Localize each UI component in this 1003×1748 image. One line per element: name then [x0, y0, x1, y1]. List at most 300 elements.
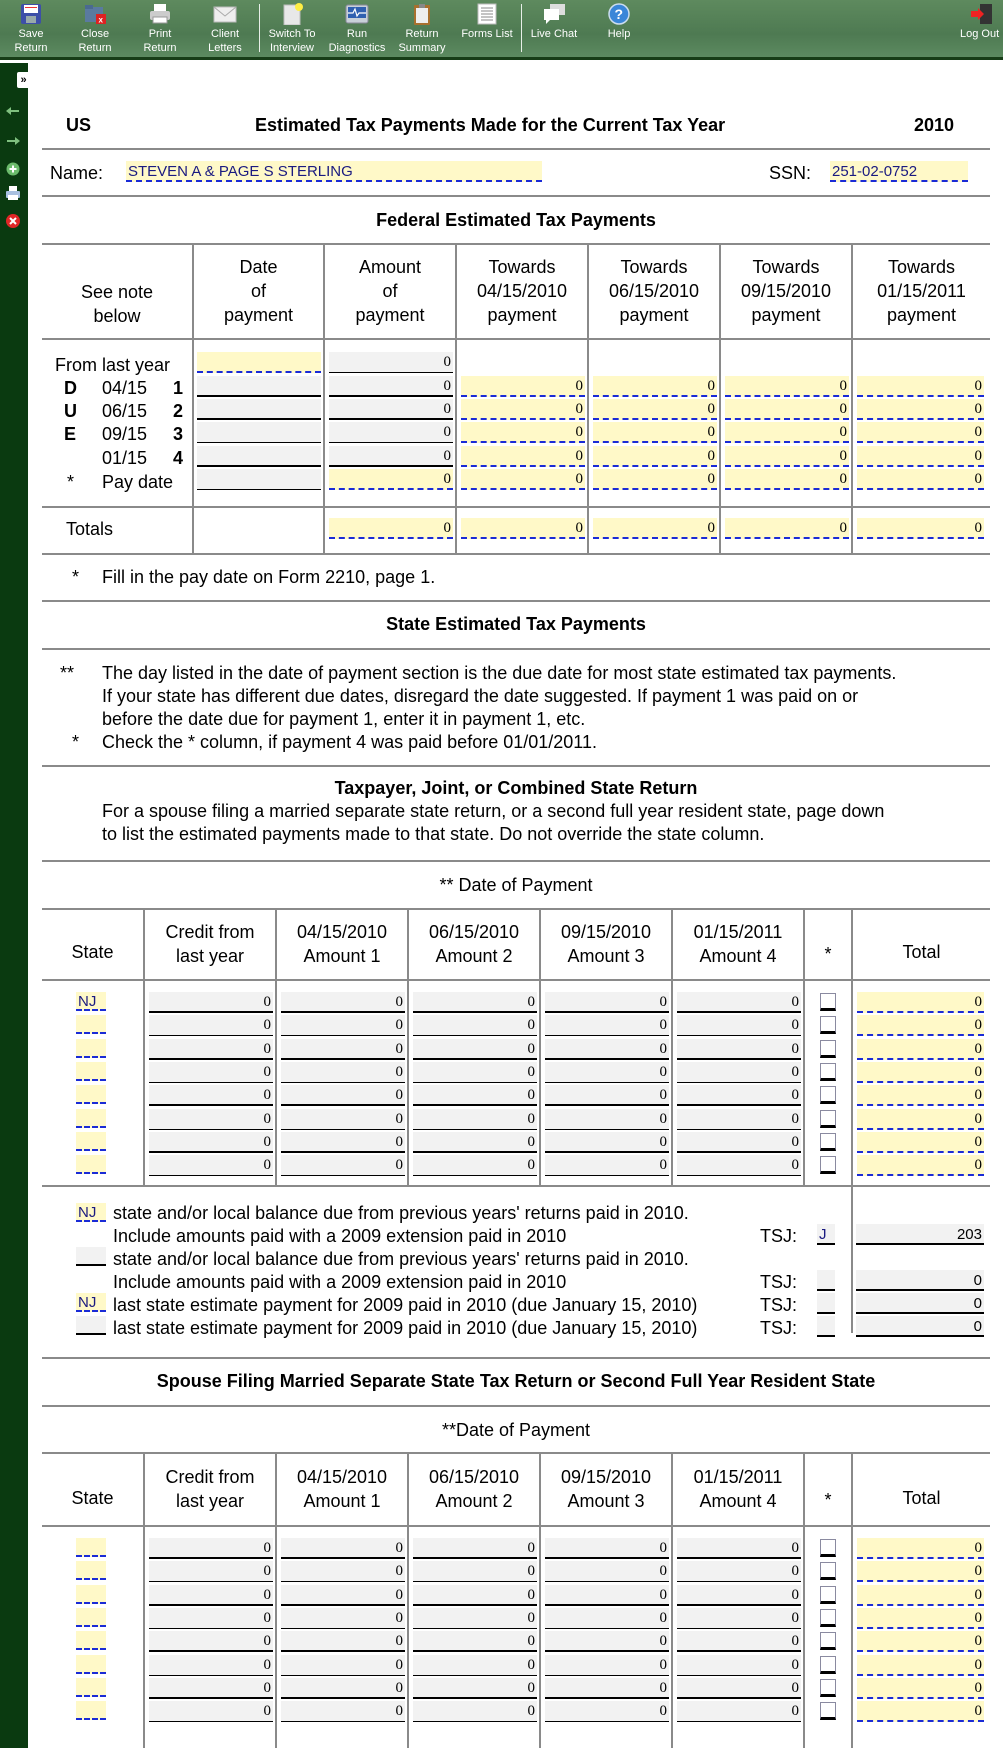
- amount-4-field[interactable]: 0: [677, 1678, 801, 1699]
- header-text: Amount 3: [567, 1491, 645, 1511]
- towards-1-payment-3[interactable]: 0: [461, 422, 585, 443]
- pay-date-field[interactable]: [197, 469, 321, 490]
- header-state: State: [71, 942, 114, 962]
- ssn-field[interactable]: 251-02-0752: [830, 161, 968, 182]
- list-icon: [475, 3, 499, 25]
- paid-before-checkbox[interactable]: [820, 1110, 836, 1128]
- amount-payment-4-field[interactable]: 0: [329, 446, 453, 467]
- amount-1-field[interactable]: 0: [281, 992, 405, 1013]
- amount-1-field[interactable]: 0: [281, 1631, 405, 1652]
- state-code-field[interactable]: [76, 1701, 106, 1720]
- toolbar-separator: [259, 4, 260, 52]
- state-code-field[interactable]: [76, 1132, 106, 1151]
- live-chat-label: Live Chat: [530, 28, 578, 40]
- save-return-button[interactable]: [0, 3, 62, 55]
- paid-before-checkbox[interactable]: [820, 1016, 836, 1034]
- paid-before-checkbox[interactable]: [820, 1562, 836, 1580]
- back-arrow-icon[interactable]: [5, 103, 21, 119]
- amount-3-field[interactable]: 0: [545, 1538, 669, 1559]
- amount-4-field[interactable]: 0: [677, 1655, 801, 1676]
- amount-1-field[interactable]: 0: [281, 1678, 405, 1699]
- header-text: Towards: [488, 257, 556, 277]
- run-diagnostics-button[interactable]: [326, 3, 388, 55]
- amount-4-field[interactable]: 0: [677, 1561, 801, 1582]
- svg-text:?: ?: [614, 6, 624, 22]
- amount-3-field[interactable]: 0: [545, 1678, 669, 1699]
- print-return-button[interactable]: [129, 3, 191, 55]
- credit-from-last-year-field[interactable]: 0: [149, 1678, 273, 1699]
- balance-state-3[interactable]: NJ: [76, 1293, 106, 1312]
- amount-2-field[interactable]: 0: [413, 1109, 537, 1130]
- amount-3-field[interactable]: 0: [545, 1655, 669, 1676]
- amount-2-field[interactable]: 0: [413, 1678, 537, 1699]
- tsj-field-2[interactable]: [817, 1270, 835, 1291]
- header-text: payment: [223, 305, 294, 325]
- tsj-label-3: TSJ:: [760, 1295, 798, 1315]
- run-diagnostics-label: Run: [346, 28, 368, 40]
- amount-payment-3-field[interactable]: 0: [329, 422, 453, 443]
- towards-3-payment-2[interactable]: 0: [725, 399, 849, 420]
- amount-2-field[interactable]: 0: [413, 1701, 537, 1722]
- credit-from-last-year-field[interactable]: 0: [149, 1585, 273, 1606]
- header-text: payment: [619, 305, 689, 325]
- header-text: 09/15/2010: [560, 922, 652, 942]
- switch-to-interview-button[interactable]: [261, 3, 323, 55]
- spouse-header-total: Total: [902, 1488, 941, 1508]
- amount-4-field[interactable]: 0: [677, 1085, 801, 1106]
- state-code-field[interactable]: [76, 1561, 106, 1580]
- header-text: Amount 4: [699, 1491, 777, 1511]
- amount-4-field[interactable]: 0: [677, 1538, 801, 1559]
- tsj-field-1[interactable]: J: [817, 1224, 835, 1245]
- tsj-label-4: TSJ:: [760, 1318, 798, 1338]
- amount-3-field[interactable]: 0: [545, 1585, 669, 1606]
- state-note-check: Check the * column, if payment 4 was paid before 01/01/2011.: [102, 732, 597, 752]
- log-out-label: Log Out: [960, 28, 1000, 40]
- payment-number-3: 3: [173, 424, 184, 444]
- tsj-field-4[interactable]: [817, 1316, 835, 1337]
- paid-before-checkbox[interactable]: [820, 1679, 836, 1697]
- balance-line-4: last state estimate payment for 2009 paid in 2010 (due January 15, 2010): [113, 1318, 698, 1338]
- ssn-label: SSN:: [769, 163, 812, 183]
- due-letter-d: D: [64, 378, 77, 398]
- towards-2-payment-3[interactable]: 0: [593, 422, 717, 443]
- total-towards-1: 0: [461, 518, 585, 539]
- paid-before-checkbox[interactable]: [820, 1586, 836, 1604]
- balance-amount-1[interactable]: 203: [856, 1224, 984, 1245]
- balance-state-2[interactable]: [76, 1247, 106, 1266]
- credit-from-last-year-field[interactable]: 0: [149, 1701, 273, 1722]
- payment-number-2: 2: [173, 401, 184, 421]
- balance-state-4[interactable]: [76, 1316, 106, 1335]
- state-code-field[interactable]: [76, 1085, 106, 1104]
- amount-2-field[interactable]: 0: [413, 992, 537, 1013]
- header-text: 01/15/2011: [877, 281, 966, 301]
- amount-4-field[interactable]: 0: [677, 1039, 801, 1060]
- credit-from-last-year-field[interactable]: 0: [149, 1062, 273, 1083]
- row-total: 0: [857, 1561, 984, 1582]
- balance-line-1a: state and/or local balance due from previous years' returns paid in 2010.: [113, 1203, 689, 1223]
- amount-3-field[interactable]: 0: [545, 1631, 669, 1652]
- amount-4-field[interactable]: 0: [677, 1155, 801, 1176]
- balance-line-3: last state estimate payment for 2009 paid in 2010 (due January 15, 2010): [113, 1295, 698, 1315]
- pay-date-amount-field[interactable]: 0: [329, 469, 453, 490]
- towards-3-payment-3[interactable]: 0: [725, 422, 849, 443]
- header-text: 09/15/2010: [560, 1467, 652, 1487]
- forms-list-button[interactable]: [456, 3, 518, 41]
- svg-text:x: x: [98, 15, 103, 25]
- towards-3-payment-4[interactable]: 0: [725, 446, 849, 467]
- date-from-last-year-field[interactable]: [197, 352, 321, 373]
- state-code-field[interactable]: [76, 1631, 106, 1650]
- return-summary-button[interactable]: [391, 3, 453, 55]
- amount-1-field[interactable]: 0: [281, 1109, 405, 1130]
- header-date-of-payment: [194, 255, 323, 327]
- amount-4-field[interactable]: 0: [677, 1701, 801, 1722]
- amount-payment-2-field[interactable]: 0: [329, 399, 453, 420]
- divider: [42, 1185, 990, 1187]
- balance-state-1[interactable]: NJ: [76, 1203, 106, 1222]
- towards-4-pay-date[interactable]: 0: [857, 469, 984, 490]
- towards-1-payment-1[interactable]: 0: [461, 376, 585, 397]
- note-double-asterisk: **: [60, 663, 75, 683]
- amount-3-field[interactable]: 0: [545, 1132, 669, 1153]
- amount-2-field[interactable]: 0: [413, 1608, 537, 1629]
- total-towards-4: 0: [857, 518, 984, 539]
- paid-before-checkbox[interactable]: [820, 1156, 836, 1174]
- logout-door-icon: [970, 3, 994, 25]
- state-code-field[interactable]: [76, 1039, 106, 1058]
- row-total: 0: [857, 1062, 984, 1083]
- header-text: Credit from: [165, 922, 255, 942]
- state-code-field[interactable]: [76, 1655, 106, 1674]
- amount-2-field[interactable]: 0: [413, 1585, 537, 1606]
- divider: [42, 1452, 990, 1454]
- credit-from-last-year-field[interactable]: 0: [149, 1132, 273, 1153]
- switch-to-interview-label: Switch To: [268, 28, 316, 40]
- row-total: 0: [857, 1631, 984, 1652]
- amount-3-field[interactable]: 0: [545, 992, 669, 1013]
- credit-from-last-year-field[interactable]: 0: [149, 1561, 273, 1582]
- spouse-header-credit: [145, 1465, 275, 1513]
- header-text: 09/15/2010: [740, 281, 832, 301]
- divider: [42, 1405, 990, 1407]
- balance-amount-4[interactable]: 0: [856, 1316, 984, 1337]
- jurisdiction-label: US: [66, 115, 92, 135]
- clipboard-icon: [410, 3, 434, 25]
- credit-from-last-year-field[interactable]: 0: [149, 1538, 273, 1559]
- credit-from-last-year-field[interactable]: 0: [149, 1015, 273, 1036]
- row-total: 0: [857, 1155, 984, 1176]
- date-of-payment-label: ** Date of Payment: [439, 875, 593, 895]
- total-towards-3: 0: [725, 518, 849, 539]
- divider: [42, 148, 990, 150]
- column-divider: [851, 908, 853, 1333]
- header-towards-3: [721, 255, 851, 327]
- header-towards-2: [589, 255, 719, 327]
- header-total: Total: [902, 942, 941, 962]
- run-diagnostics-label-2: Diagnostics: [328, 42, 386, 54]
- amount-4-field[interactable]: 0: [677, 1132, 801, 1153]
- amount-3-field[interactable]: 0: [545, 1561, 669, 1582]
- state-note-line-1: The day listed in the date of payment section is the due date for most state estimated tax payments.: [102, 663, 897, 683]
- row-label-0415: 04/15: [102, 378, 148, 398]
- expand-panel-button[interactable]: »: [17, 72, 30, 88]
- amount-2-field[interactable]: 0: [413, 1561, 537, 1582]
- balance-line-1b: Include amounts paid with a 2009 extension paid in 2010: [113, 1226, 567, 1246]
- amount-1-field[interactable]: 0: [281, 1538, 405, 1559]
- amount-from-last-year-field[interactable]: 0: [329, 352, 453, 373]
- towards-3-pay-date[interactable]: 0: [725, 469, 849, 490]
- amount-payment-1-field[interactable]: 0: [329, 376, 453, 397]
- date-payment-1-field[interactable]: [197, 376, 321, 397]
- amount-3-field[interactable]: 0: [545, 1085, 669, 1106]
- client-letters-button[interactable]: [194, 3, 256, 55]
- taxpayer-section-title: Taxpayer, Joint, or Combined State Return: [334, 778, 698, 798]
- switch-to-interview-label-2: Interview: [269, 42, 315, 54]
- envelope-icon: [213, 3, 237, 25]
- federal-section-title: Federal Estimated Tax Payments: [376, 210, 656, 230]
- paid-before-checkbox[interactable]: [820, 1702, 836, 1720]
- amount-3-field[interactable]: 0: [545, 1109, 669, 1130]
- amount-3-field[interactable]: 0: [545, 1039, 669, 1060]
- diagnostics-monitor-icon: [345, 3, 369, 25]
- credit-from-last-year-field[interactable]: 0: [149, 1155, 273, 1176]
- form-title: Estimated Tax Payments Made for the Current Tax Year: [255, 115, 726, 135]
- header-text: 04/15/2010: [476, 281, 568, 301]
- amount-3-field[interactable]: 0: [545, 1015, 669, 1036]
- header-text: last year: [175, 946, 245, 966]
- amount-2-field[interactable]: 0: [413, 1155, 537, 1176]
- balance-amount-2[interactable]: 0: [856, 1270, 984, 1291]
- help-button[interactable]: [588, 3, 650, 41]
- amount-2-field[interactable]: 0: [413, 1085, 537, 1106]
- due-letter-e: E: [64, 424, 77, 444]
- spouse-header-amount-4: [673, 1465, 803, 1513]
- amount-3-field[interactable]: 0: [545, 1701, 669, 1722]
- date-payment-3-field[interactable]: [197, 422, 321, 443]
- divider: [42, 979, 990, 981]
- amount-1-field[interactable]: 0: [281, 1585, 405, 1606]
- state-code-field[interactable]: [76, 1062, 106, 1081]
- amount-2-field[interactable]: 0: [413, 1538, 537, 1559]
- amount-1-field[interactable]: 0: [281, 1701, 405, 1722]
- row-label-from-last-year: From last year: [55, 355, 171, 375]
- paid-before-checkbox[interactable]: [820, 1040, 836, 1058]
- amount-4-field[interactable]: 0: [677, 1585, 801, 1606]
- header-text: 06/15/2010: [428, 1467, 520, 1487]
- amount-1-field[interactable]: 0: [281, 1608, 405, 1629]
- amount-1-field[interactable]: 0: [281, 1062, 405, 1083]
- paid-before-checkbox[interactable]: [820, 1133, 836, 1151]
- print-return-label-2: Return: [143, 42, 177, 54]
- credit-from-last-year-field[interactable]: 0: [149, 1655, 273, 1676]
- credit-from-last-year-field[interactable]: 0: [149, 1085, 273, 1106]
- credit-from-last-year-field[interactable]: 0: [149, 992, 273, 1013]
- amount-2-field[interactable]: 0: [413, 1655, 537, 1676]
- forward-arrow-icon[interactable]: [5, 133, 21, 149]
- row-label-0915: 09/15: [102, 424, 148, 444]
- chat-bubbles-icon: [542, 3, 566, 25]
- amount-1-field[interactable]: 0: [281, 1561, 405, 1582]
- amount-2-field[interactable]: 0: [413, 1039, 537, 1060]
- state-code-field[interactable]: [76, 1538, 106, 1557]
- amount-1-field[interactable]: 0: [281, 1655, 405, 1676]
- towards-2-pay-date[interactable]: 0: [593, 469, 717, 490]
- state-section-title: State Estimated Tax Payments: [386, 614, 646, 634]
- towards-2-payment-1[interactable]: 0: [593, 376, 717, 397]
- paid-before-checkbox[interactable]: [820, 1656, 836, 1674]
- header-text: Amount 4: [699, 946, 777, 966]
- amount-4-field[interactable]: 0: [677, 1631, 801, 1652]
- divider: [42, 243, 990, 245]
- printer-icon[interactable]: [5, 185, 21, 201]
- spouse-header-amount-2: [409, 1465, 539, 1513]
- balance-line-2b: Include amounts paid with a 2009 extension paid in 2010: [113, 1272, 567, 1292]
- amount-4-field[interactable]: 0: [677, 1608, 801, 1629]
- client-letters-label: Client: [210, 28, 240, 40]
- amount-3-field[interactable]: 0: [545, 1608, 669, 1629]
- amount-4-field[interactable]: 0: [677, 1062, 801, 1083]
- save-return-label: Save: [18, 28, 44, 40]
- amount-2-field[interactable]: 0: [413, 1062, 537, 1083]
- help-label: Help: [607, 28, 631, 40]
- state-code-field[interactable]: [76, 1155, 106, 1174]
- balance-amount-3[interactable]: 0: [856, 1293, 984, 1314]
- towards-3-payment-1[interactable]: 0: [725, 376, 849, 397]
- amount-1-field[interactable]: 0: [281, 1039, 405, 1060]
- row-total: 0: [857, 1655, 984, 1676]
- state-code-field[interactable]: [76, 1678, 106, 1697]
- paid-before-checkbox[interactable]: [820, 1632, 836, 1650]
- delete-icon[interactable]: [5, 213, 21, 229]
- credit-from-last-year-field[interactable]: 0: [149, 1039, 273, 1060]
- add-circle-icon[interactable]: [5, 161, 21, 177]
- state-code-field[interactable]: NJ: [76, 992, 106, 1011]
- state-code-field[interactable]: [76, 1608, 106, 1627]
- divider: [42, 908, 990, 910]
- log-out-button[interactable]: [960, 3, 1003, 41]
- header-credit: [145, 920, 275, 968]
- header-text: payment: [487, 305, 557, 325]
- payment-number-1: 1: [173, 378, 184, 398]
- divider: [42, 765, 990, 767]
- live-chat-button[interactable]: [523, 3, 585, 41]
- date-payment-4-field[interactable]: [197, 446, 321, 467]
- divider: [42, 553, 990, 555]
- amount-2-field[interactable]: 0: [413, 1132, 537, 1153]
- amount-4-field[interactable]: 0: [677, 1109, 801, 1130]
- close-return-label-2: Return: [78, 42, 112, 54]
- towards-4-payment-2[interactable]: 0: [857, 399, 984, 420]
- towards-1-payment-2[interactable]: 0: [461, 399, 585, 420]
- amount-1-field[interactable]: 0: [281, 1132, 405, 1153]
- amount-3-field[interactable]: 0: [545, 1062, 669, 1083]
- amount-4-field[interactable]: 0: [677, 992, 801, 1013]
- floppy-disk-icon: [19, 3, 43, 25]
- date-payment-2-field[interactable]: [197, 399, 321, 420]
- header-text: Towards: [887, 257, 956, 277]
- towards-4-payment-4[interactable]: 0: [857, 446, 984, 467]
- tax-year: 2010: [914, 115, 955, 135]
- tsj-label-2: TSJ:: [760, 1272, 798, 1292]
- paid-before-checkbox[interactable]: [820, 993, 836, 1011]
- name-field[interactable]: STEVEN A & PAGE S STERLING: [126, 161, 542, 182]
- left-sidebar: [0, 63, 28, 1748]
- close-return-button[interactable]: [64, 3, 126, 55]
- header-text: 06/15/2010: [608, 281, 700, 301]
- row-total: 0: [857, 1585, 984, 1606]
- state-code-field[interactable]: [76, 1109, 106, 1128]
- amount-1-field[interactable]: 0: [281, 1015, 405, 1036]
- header-text: Date: [239, 257, 278, 277]
- paid-before-checkbox[interactable]: [820, 1063, 836, 1081]
- amount-3-field[interactable]: 0: [545, 1155, 669, 1176]
- tsj-field-3[interactable]: [817, 1293, 835, 1314]
- header-towards-4: [853, 255, 990, 327]
- towards-4-payment-1[interactable]: 0: [857, 376, 984, 397]
- header-star: *: [824, 944, 832, 964]
- interview-page-icon: [280, 3, 304, 25]
- spouse-section-title: Spouse Filing Married Separate State Tax Return or Second Full Year Resident State: [156, 1371, 876, 1391]
- state-code-field[interactable]: [76, 1015, 106, 1034]
- amount-1-field[interactable]: 0: [281, 1155, 405, 1176]
- amount-2-field[interactable]: 0: [413, 1015, 537, 1036]
- towards-1-pay-date[interactable]: 0: [461, 469, 585, 490]
- main-toolbar: [0, 0, 1003, 60]
- spouse-header-state: State: [71, 1488, 114, 1508]
- spouse-date-of-payment-label: **Date of Payment: [441, 1420, 591, 1440]
- header-text: Credit from: [165, 1467, 255, 1487]
- amount-2-field[interactable]: 0: [413, 1631, 537, 1652]
- row-total: 0: [857, 992, 984, 1013]
- towards-4-payment-3[interactable]: 0: [857, 422, 984, 443]
- header-text: Amount 1: [303, 946, 381, 966]
- taxpayer-desc-line-2: to list the estimated payments made to that state. Do not override the state column.: [102, 824, 765, 844]
- header-text: Amount 1: [303, 1491, 381, 1511]
- spouse-header-amount-3: [541, 1465, 671, 1513]
- balance-line-2a: state and/or local balance due from previous years' returns paid in 2010.: [113, 1249, 689, 1269]
- state-code-field[interactable]: [76, 1585, 106, 1604]
- towards-1-payment-4[interactable]: 0: [461, 446, 585, 467]
- pay-date-asterisk: *: [67, 472, 75, 492]
- paid-before-checkbox[interactable]: [820, 1539, 836, 1557]
- forms-list-label: Forms List: [461, 28, 513, 40]
- help-question-icon: [607, 3, 631, 25]
- amount-1-field[interactable]: 0: [281, 1085, 405, 1106]
- towards-2-payment-4[interactable]: 0: [593, 446, 717, 467]
- credit-from-last-year-field[interactable]: 0: [149, 1608, 273, 1629]
- toolbar-separator-2: [521, 4, 522, 52]
- row-total: 0: [857, 1109, 984, 1130]
- header-amount-4: [673, 920, 803, 968]
- due-letter-u: U: [64, 401, 77, 421]
- paid-before-checkbox[interactable]: [820, 1086, 836, 1104]
- header-text: 06/15/2010: [428, 922, 520, 942]
- header-text: payment: [355, 305, 425, 325]
- row-total: 0: [857, 1132, 984, 1153]
- row-label-0615: 06/15: [102, 401, 148, 421]
- folder-close-icon: [83, 3, 107, 25]
- tsj-label-1: TSJ:: [760, 1226, 798, 1246]
- credit-from-last-year-field[interactable]: 0: [149, 1631, 273, 1652]
- paid-before-checkbox[interactable]: [820, 1609, 836, 1627]
- amount-4-field[interactable]: 0: [677, 1015, 801, 1036]
- credit-from-last-year-field[interactable]: 0: [149, 1109, 273, 1130]
- towards-2-payment-2[interactable]: 0: [593, 399, 717, 420]
- print-return-label: Print: [148, 28, 172, 40]
- spouse-header-star: *: [824, 1490, 832, 1510]
